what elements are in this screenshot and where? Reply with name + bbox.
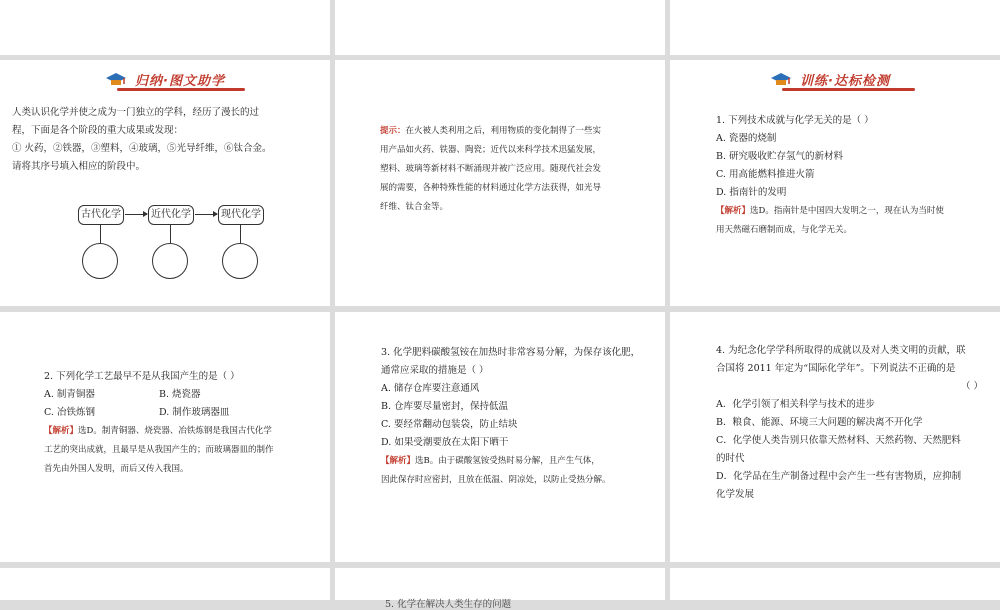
option-c-continued: 的时代 [716, 453, 745, 464]
answer-circle-ancient [82, 243, 118, 279]
hint-line: 展的需要，各种特殊性能的材料通过化学方法获得，如光导 [380, 183, 602, 193]
slide-bottom-center [335, 568, 665, 610]
training-banner [770, 70, 915, 96]
graduation-cap-icon [770, 71, 792, 89]
arrow-right-icon [195, 214, 217, 215]
question-text: 4. 为纪念化学学科所取得的成就以及对人类文明的贡献，联 [716, 345, 966, 356]
slide-bottom-right [670, 568, 1000, 600]
summary-line: 程，下面是各个阶段的重大成果或发现： [12, 125, 184, 136]
summary-line: 人类认识化学并使之成为一门独立的学科，经历了漫长的过 [12, 107, 260, 118]
option-d[interactable]: D. 制作玻璃器皿 [159, 407, 230, 418]
hint-line: 塑料、玻璃等新材料不断涌现并被广泛应用。随现代社会发 [380, 164, 602, 174]
option-d[interactable]: D．化学品在生产制备过程中会产生一些有害物质，应抑制 [716, 471, 962, 482]
question-1 [716, 112, 944, 240]
slide-training[interactable] [670, 60, 1000, 306]
slide-question-4[interactable] [670, 312, 1000, 562]
option-c[interactable]: C. 要经常翻动包装袋，防止结块 [381, 419, 518, 430]
options-row [44, 386, 274, 404]
options-row [44, 404, 274, 422]
arrow-right-icon [125, 214, 147, 215]
graduation-cap-icon [105, 71, 127, 89]
stage-ancient: 古代化学 [78, 205, 124, 225]
question-text: 3. 化学肥料碳酸氢铵在加热时非常容易分解，为保存该化肥， [381, 347, 641, 358]
partial-question-5: 5. 化学在解决人类生存的问题 [385, 599, 512, 610]
option-b[interactable]: B．粮食、能源、环境三大问题的解决离不开化学 [716, 417, 923, 428]
option-a[interactable]: A. 瓷器的烧制 [716, 133, 777, 144]
question-4 [716, 342, 991, 504]
slide-question-3[interactable] [335, 312, 665, 562]
connector-line [170, 225, 171, 243]
option-a[interactable]: A. 储存仓库要注意通风 [381, 383, 480, 394]
hint-label: 提示： [380, 126, 406, 136]
answer-circle-modern-early [152, 243, 188, 279]
slide-top-right [670, 0, 1000, 55]
analysis: 【解析】选B。由于碳酸氢铵受热时易分解，且产生气体， [381, 456, 600, 466]
hint-line: 提示：在火被人类利用之后，利用物质的变化制得了一些实 [380, 126, 602, 136]
slide-summary[interactable] [0, 60, 330, 306]
summary-banner [105, 70, 245, 96]
hint-text [380, 122, 601, 217]
slide-top-left [0, 0, 330, 55]
option-b[interactable]: B. 仓库要尽量密封，保持低温 [381, 401, 509, 412]
question-text: 通常应采取的措施是（ ） [381, 365, 489, 376]
training-banner-title: 训练·达标检测 [800, 74, 890, 89]
stage-modern-early: 近代化学 [148, 205, 194, 225]
option-d[interactable]: D. 如果受潮要放在太阳下晒干 [381, 437, 509, 448]
option-c[interactable]: C．化学使人类告别只依靠天然材料、天然药物、天然肥料 [716, 435, 961, 446]
analysis: 【解析】选D。制青铜器、烧瓷器、冶铁炼钢是我国古代化学 [44, 426, 272, 436]
answer-circle-contemporary [222, 243, 258, 279]
analysis-line: 首先由外国人发明，而后又传入我国。 [44, 464, 189, 474]
question-text: 2. 下列化学工艺最早不是从我国产生的是（ ） [44, 371, 240, 382]
summary-banner-title: 归纳·图文助学 [135, 74, 225, 89]
connector-line [240, 225, 241, 243]
option-d-continued: 化学发展 [716, 489, 755, 500]
analysis-label: 【解析】 [716, 206, 751, 216]
option-a[interactable]: A．化学引领了相关科学与技术的进步 [716, 399, 875, 410]
question-text: 合国将 2011 年定为“国际化学年”。下列说法不正确的是 [716, 363, 956, 374]
option-c[interactable]: C. 冶铁炼钢 [44, 407, 95, 418]
slide-bottom-left [0, 568, 330, 600]
hint-line: 用产品如火药、铁器、陶瓷；近代以来科学技术迅猛发展， [380, 145, 602, 155]
analysis-label: 【解析】 [44, 426, 79, 436]
question-text: 1. 下列技术成就与化学无关的是（ ） [716, 115, 874, 126]
analysis-line: 因此保存时应密封，且放在低温、阴凉处，以防止受热分解。 [381, 475, 611, 485]
stage-contemporary: 现代化学 [218, 205, 264, 225]
question-2 [44, 368, 274, 479]
question-3 [381, 344, 640, 490]
option-b[interactable]: B. 烧瓷器 [159, 389, 201, 400]
slide-hint[interactable] [335, 60, 665, 306]
analysis-label: 【解析】 [381, 456, 416, 466]
slide-top-center [335, 0, 665, 55]
summary-line: ① 火药，②铁器，③塑料，④玻璃，⑤光导纤维，⑥钛合金。 [12, 143, 272, 154]
analysis-line: 工艺的突出成就，且最早是从我国产生的；而玻璃器皿的制作 [44, 445, 274, 455]
option-c[interactable]: C. 用高能燃料推进火箭 [716, 169, 815, 180]
answer-paren: （ ） [960, 381, 983, 392]
hint-line: 纤维、钛合金等。 [380, 202, 449, 212]
option-d[interactable]: D. 指南针的发明 [716, 187, 787, 198]
analysis: 【解析】选D。指南针是中国四大发明之一，现在认为当时使 [716, 206, 944, 216]
option-b[interactable]: B. 研究吸收贮存氢气的新材料 [716, 151, 844, 162]
option-a[interactable]: A. 制青铜器 [44, 389, 95, 400]
slide-question-2[interactable] [0, 312, 330, 562]
summary-text [12, 104, 272, 176]
summary-line: 请将其序号填入相应的阶段中。 [12, 161, 146, 172]
analysis-line: 用天然磁石磨制而成，与化学无关。 [716, 225, 853, 235]
connector-line [100, 225, 101, 243]
